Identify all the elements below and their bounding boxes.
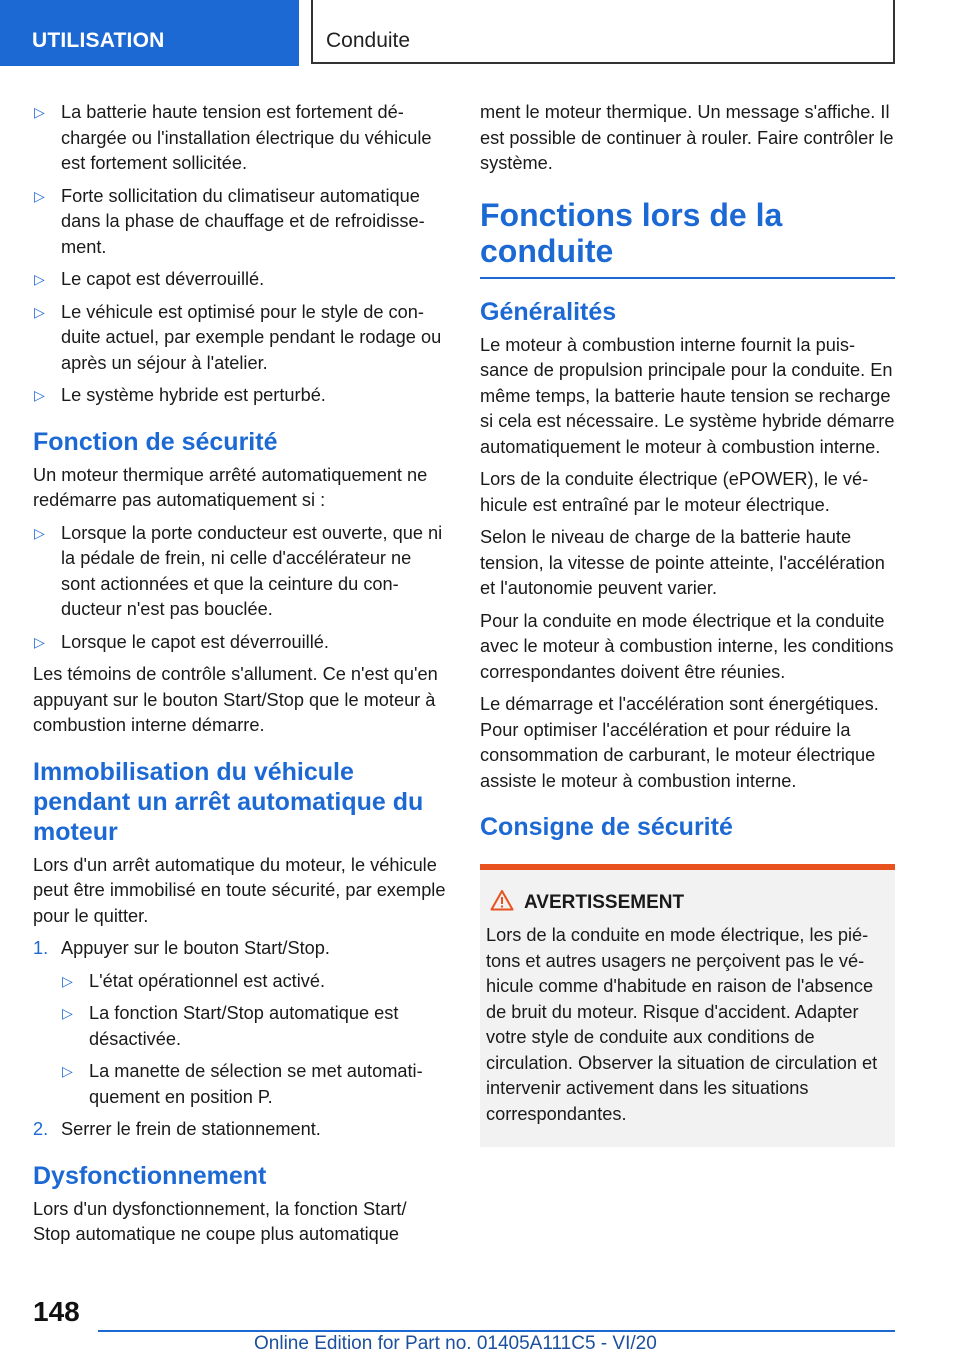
list-item: ▷ Le capot est déverrouillé. bbox=[33, 267, 448, 293]
general-heading: Généralités bbox=[480, 297, 617, 326]
warning-title bbox=[486, 888, 889, 921]
general-paragraph: Le moteur à combustion interne fournit la puissance de propulsion principale pour la conduite. En même temps, la batterie haute tension se recharge si cela est nécessaire. Le système hybride démarre automatiquement le moteur à combustion interne. bbox=[480, 334, 895, 457]
list-item: ▷ Le véhicule est optimisé pour le style de conduite actuel, par exemple pendant le rodage ou après un séjour à l'atelier. bbox=[34, 301, 442, 373]
continuation-text: ment le moteur thermique. Un message s'affiche. Il est possible de continuer à rouler. Faire contrôler le système. bbox=[480, 102, 894, 173]
warning-label: AVERTISSEMENT bbox=[524, 892, 685, 913]
conditions-list bbox=[33, 100, 448, 409]
step-item: 1. Appuyer sur le bouton Start/Stop. ▷ L'état opérationnel est activé. ▷ La fonction Start/Stop automatique est désactivée. ▷ La manette de sélection se met automatiquement en position P. bbox=[33, 936, 448, 1110]
triangle-bullet-icon: ▷ bbox=[34, 387, 45, 403]
main-section-heading: Fonctions lors de la conduite bbox=[480, 197, 895, 279]
warning-text: Lors de la conduite en mode électrique, les piétons et autres usagers ne perçoivent pas le véhicule comme d'habitude en raison de l'absence de bruit du moteur. Risque d'accident. Adapter votre style de conduite aux conditions de circulation. Observer la situation de circulation et intervenir activement dans les situations correspondantes. bbox=[486, 925, 878, 1124]
list-item: ▷ L'état opérationnel est activé. bbox=[61, 969, 448, 995]
step-number: 1. bbox=[33, 938, 49, 958]
triangle-bullet-icon: ▷ bbox=[62, 1005, 73, 1021]
step-item: 2. Serrer le frein de stationnement. bbox=[33, 1117, 448, 1143]
malfunction-text: Lors d'un dysfonctionnement, la fonction Start/ Stop automatique ne coupe plus automatique bbox=[33, 1198, 407, 1244]
safety-function-text: Un moteur thermique arrêté automatiquement ne redémarre pas automatiquement si : bbox=[33, 464, 428, 510]
left-column bbox=[33, 100, 448, 1255]
triangle-bullet-icon: ▷ bbox=[34, 524, 45, 541]
page-header bbox=[0, 0, 960, 66]
safety-after-text: Les témoins de contrôle s'allument. Ce n'est qu'en appuyant sur le bouton Start/Stop que le moteur à combustion interne démarre. bbox=[33, 664, 438, 735]
safety-note-heading: Consigne de sécurité bbox=[480, 813, 733, 841]
triangle-bullet-icon: ▷ bbox=[62, 1063, 73, 1079]
chapter-tab: Conduite bbox=[311, 0, 895, 64]
triangle-bullet-icon: ▷ bbox=[34, 271, 45, 287]
general-paragraph: Le démarrage et l'accélération sont énergétiques. Pour optimiser l'accélération et pour réduire la consommation de carburant, le moteur électrique assiste le moteur à combustion interne. bbox=[480, 694, 879, 791]
list-item: ▷ La batterie haute tension est fortement déchargée ou l'installation électrique du véhicule est fortement sollicitée. bbox=[34, 102, 432, 173]
malfunction-heading: Dysfonctionnement bbox=[33, 1161, 267, 1190]
step-number: 2. bbox=[33, 1119, 49, 1139]
list-item: ▷ La manette de sélection se met automatiquement en position P. bbox=[62, 1061, 423, 1107]
section-tab: UTILISATION bbox=[0, 0, 299, 66]
triangle-bullet-icon: ▷ bbox=[34, 303, 45, 320]
list-item: ▷ Le système hybride est perturbé. bbox=[33, 383, 448, 409]
warning-triangle-icon bbox=[490, 889, 514, 921]
edition-text: Online Edition for Part no. 01405A111C5 - VI/20 bbox=[254, 1333, 657, 1354]
right-column bbox=[480, 100, 895, 1147]
page-number: 148 bbox=[33, 1296, 80, 1327]
warning-box bbox=[480, 864, 895, 1147]
steps-list bbox=[33, 936, 448, 1143]
triangle-bullet-icon: ▷ bbox=[34, 104, 45, 120]
list-item: ▷ Lorsque la porte conducteur est ouverte, que ni la pédale de frein, ni celle d'accélérateur ne sont actionnées et que la ceinture du conducteur n'est pas bouclée. bbox=[34, 522, 443, 619]
step-results-list bbox=[61, 969, 448, 1111]
safety-function-heading: Fonction de sécurité bbox=[33, 427, 278, 456]
list-item: ▷ Lorsque le capot est déverrouillé. bbox=[33, 630, 448, 656]
triangle-bullet-icon: ▷ bbox=[62, 972, 73, 989]
list-item: ▷ La fonction Start/Stop automatique est désactivée. bbox=[62, 1003, 399, 1049]
general-paragraph: Selon le niveau de charge de la batterie haute tension, la vitesse de pointe atteinte, l'accélération et l'autonomie peuvent varier. bbox=[480, 527, 885, 598]
immobilisation-heading: Immobilisation du véhicule pendant un arrêt automatique du moteur bbox=[33, 757, 424, 846]
list-item: ▷ Forte sollicitation du climatiseur automatique dans la phase de chauffage et de refroidissement. bbox=[34, 185, 425, 257]
general-paragraph: Lors de la conduite électrique (ePOWER), le véhicule est entraîné par le moteur électrique. bbox=[480, 469, 869, 515]
immobilisation-text: Lors d'un arrêt automatique du moteur, le véhicule peut être immobilisé en toute sécurité, par exemple pour le quitter. bbox=[33, 854, 446, 926]
triangle-bullet-icon: ▷ bbox=[34, 187, 45, 204]
safety-conditions-list bbox=[33, 521, 448, 656]
triangle-bullet-icon: ▷ bbox=[34, 633, 45, 650]
general-paragraph: Pour la conduite en mode électrique et la conduite avec le moteur à combustion interne, les conditions correspondantes doivent être réunies. bbox=[480, 610, 894, 682]
